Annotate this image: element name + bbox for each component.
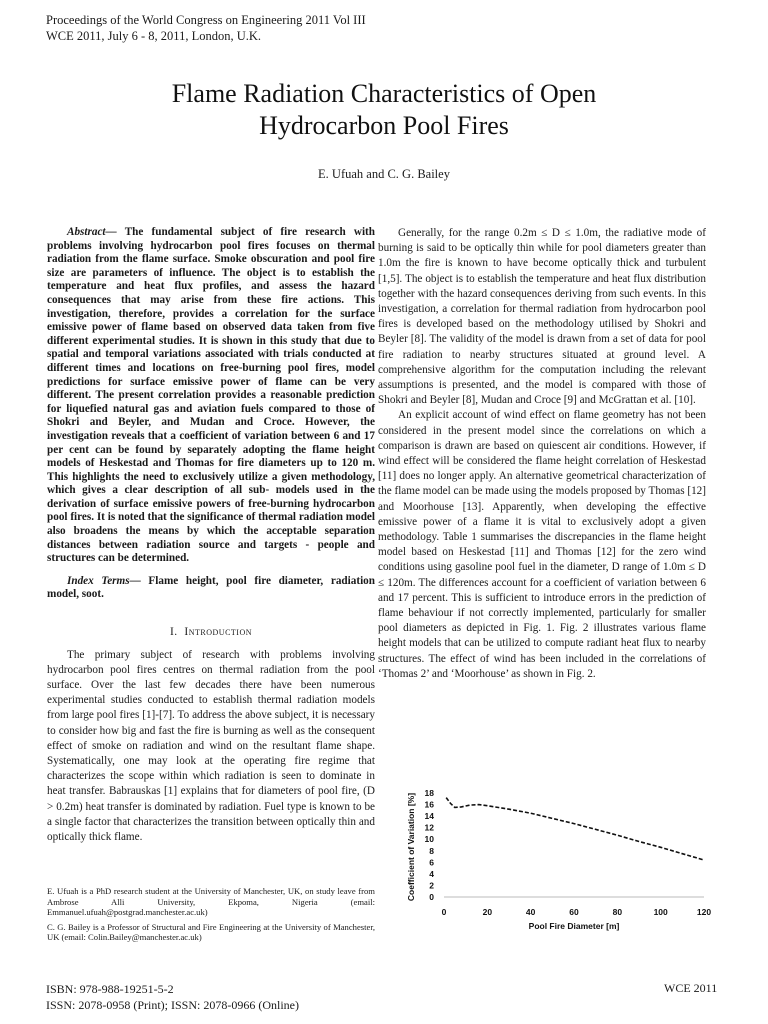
- intro-paragraph: The primary subject of research with problems involving hydrocarbon pool fires centres on thermal radiation from the pool surface. Over the last few decades there have been numerous experimental studies conducted to establish thermal radiation models from large pool fires [1]-[7]. To address the above subject, it is necessary to consider how big and fast the fire is burning as well as the consequent effect of smoke on radiation and wind on the resultant flame shape. Systematically, one may look at the operating fire regime that characterizes the scope within which radiation is seen to dominate in heat transfer. Babrauskas [1] explains that for diameters of pool fire, (D > 0.2m) heat transfer is dominated by radiation. Fuel type is known to be a single factor that characterizes the transition between optically thin and optically thick flame.: [47, 648, 375, 844]
- right-column: [378, 226, 706, 682]
- header-line-2: WCE 2011, July 6 - 8, 2011, London, U.K.: [46, 29, 262, 43]
- abstract-label: Abstract—: [67, 226, 117, 238]
- y-tick-labels: [425, 788, 435, 902]
- x-tick-label: 100: [653, 907, 668, 917]
- y-tick-label: 18: [424, 788, 434, 798]
- header-line-1: Proceedings of the World Congress on Engineering 2011 Vol III: [46, 13, 366, 27]
- coefficient-variation-chart: [404, 785, 724, 935]
- section-heading: [47, 626, 375, 640]
- footer-conference: WCE 2011: [664, 981, 718, 995]
- proceedings-header: [46, 12, 366, 44]
- y-tick-label: 10: [424, 834, 434, 845]
- y-tick-label: 0: [429, 892, 434, 902]
- abstract-text: The fundamental subject of fire research with problems involving hydrocarbon pool fires focuses on thermal radiation from the flame surface. Smoke obscuration and pool fire size are parameters of influence. The object is to establish the temperature and heat flux profiles, and assess the hazard consequences that may arise from these fire actions. This investigation, therefore, provides a correlation for the surface emissive power of flame based on observed data taken from five different experimental studies. It is shown in this study that due to spatial and temporal variations associated with trials conducted at different times and locations on free-burning pool fires, model predictions for surface emissive power of flame can be very different. The present correlation provides a reasonable prediction for liquefied natural gas and aviation fuels compared to those of Shokri and Beyler, and Mudan and Croce. However, the investigation reveals that a coefficient of variation between 6 and 17 per cent can be found by separately adopting the flame height models of Heskestad and Thomas for fire diameters up to 120 m. This highlights the need to exclusively utilize a given methodology, which gives a clear description of all sub- models used in the derivation of surface emissive powers of free-burning hydrocarbon pool fires. It is noted that the significance of thermal radiation model also broadens the means by which the acceptable separation distances between radiation source and targets - people and structures can be determined.: [47, 226, 375, 565]
- index-terms-label: Index Terms—: [67, 574, 141, 587]
- x-axis-label: Pool Fire Diameter [m]: [528, 921, 620, 931]
- section-title: Introduction: [184, 626, 253, 639]
- y-axis-label: Coefficient of Variation [%]: [406, 792, 416, 902]
- y-tick-label: 16: [424, 799, 434, 810]
- y-tick-label: 8: [429, 845, 434, 856]
- x-tick-label: 80: [612, 907, 623, 917]
- x-tick-label: 20: [482, 907, 493, 917]
- title-line-1: Flame Radiation Characteristics of Open: [171, 79, 597, 108]
- right-paragraph-2: An explicit account of wind effect on flame geometry has not been considered in the present model since the correlations on which a comparison is drawn are based on quiescent air conditions. However, if wind effect will be considered the flame height correlation of Heskestad [11] does no longer apply. An alternative geometrical characterization of the flame model can be made using the models proposed by Thomas [12] and Moorhouse [13]. Apparently, when developing the effective emissive power of a flame it is vital to exclusively adopt a given methodology. Table 1 summarises the discrepancies in the flame height model based on Heskestad [11] and Thomas [12] for the zero wind conditions using gasoline pool fuel in the diameter, D range of 1.0m ≤ D ≤ 120m. The differences account for a coefficient of variation between 6 and 17 percent. This is sufficient to introduce errors in the prediction of flame behaviour if not correctly implemented, particularly for smaller pool diameters as depicted in Fig. 1. Fig. 2 illustrates various flame height models that can be utilized to compute radiant heat flux to nearby structures. The effect of wind has been included in the correlations of ‘Thomas 2’ and ‘Moorhouse’ as shown in Fig. 2.: [378, 409, 706, 680]
- title-line-2: Hydrocarbon Pool Fires: [259, 111, 509, 140]
- x-tick-label: 120: [696, 907, 712, 917]
- paper-title: [0, 78, 768, 142]
- footer-identifiers: [46, 981, 299, 1013]
- footnote-author-1: E. Ufuah is a PhD research student at the University of Manchester, UK, on study leave from Ambrose Alli University, Ekpoma, Nigeria (email: Emmanuel.ufuah@postgrad.manchester.ac.uk): [47, 886, 375, 918]
- x-tick-label: 0: [441, 907, 447, 917]
- figure-chart: [404, 785, 724, 935]
- y-tick-label: 12: [424, 822, 434, 833]
- index-terms-text: Flame height, pool fire diameter, radiation model, soot.: [47, 574, 375, 601]
- footnote-author-2: C. G. Bailey is a Professor of Structural and Fire Engineering at the University of Manchester, UK (email: Colin.Bailey@manchester.ac.uk): [47, 921, 375, 943]
- right-paragraph-1: Generally, for the range 0.2m ≤ D ≤ 1.0m, the radiative mode of burning is said to be optically thin while for pool diameters greater than 1.0m the fire is known to have become optically thick and turbulent [1,5]. The object is to establish the temperature and heat flux distribution together with the hazard consequences deriving from such events. In this investigation, a correlation for thermal radiation from hydrocarbon pool fires is developed based on the methodology utilised by Shokri and Beyler [8]. The validity of the model is drawn from a set of data for pool fire radiation to nearby structures situated at ground level. A comprehensive algorithm for the computation including the relevant assumptions is presented, and the model is compared with those of Shokri and Beyler [8], Mudan and Croce [9] and McGrattan et al. [10].: [378, 227, 706, 407]
- authors: E. Ufuah and C. G. Bailey: [318, 167, 450, 181]
- footer-issn: ISSN: 2078-0958 (Print); ISSN: 2078-0966 (Online): [46, 998, 299, 1012]
- x-tick-label: 60: [569, 907, 579, 917]
- footer-isbn: ISBN: 978-988-19251-5-2: [46, 982, 174, 996]
- footnotes: [47, 886, 375, 947]
- y-tick-label: 6: [429, 857, 434, 868]
- series-line: [446, 798, 704, 860]
- left-column: [47, 226, 375, 845]
- y-tick-label: 2: [429, 880, 434, 891]
- index-terms: [47, 575, 375, 602]
- section-number: I.: [169, 626, 178, 639]
- x-tick-labels: [442, 907, 712, 917]
- abstract: [47, 226, 375, 566]
- y-tick-label: 4: [429, 868, 434, 879]
- y-tick-label: 14: [424, 811, 434, 822]
- x-tick-label: 40: [525, 907, 536, 917]
